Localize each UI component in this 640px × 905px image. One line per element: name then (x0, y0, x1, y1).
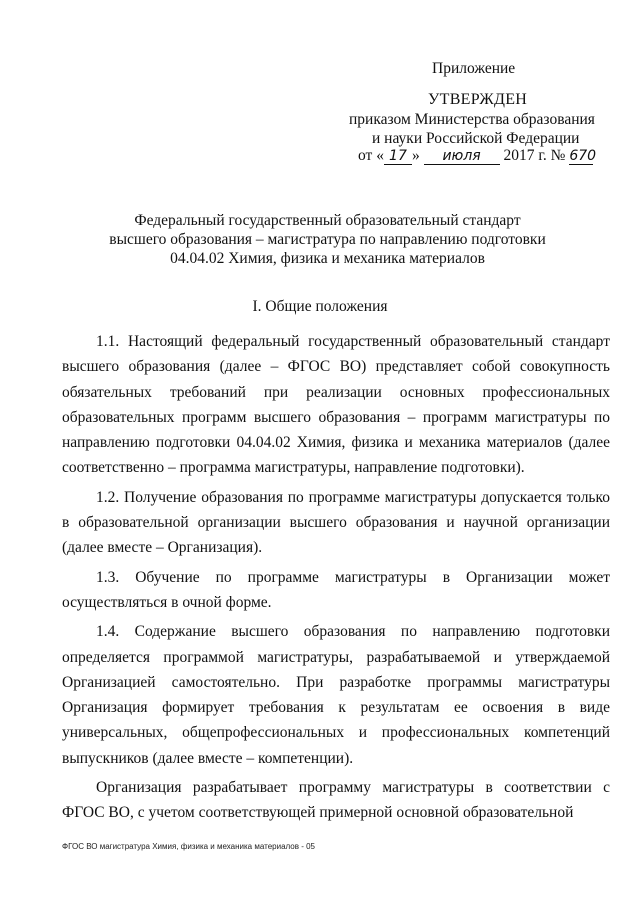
date-separator: » (411, 147, 420, 164)
paragraph-1-3: 1.3. Обучение по программе магистратуры в Организации может осуществляться в очной форме. (62, 568, 610, 611)
appendix-label: Приложение (432, 60, 516, 77)
title-line-3: 04.04.02 Химия, физика и механика материалов (170, 250, 485, 267)
date-year: 2017 г. № (503, 147, 566, 164)
page-footer: ФГОС ВО магистратура Химия, физика и механика материалов - 05 (62, 842, 315, 851)
date-prefix: от « (358, 147, 384, 164)
title-line-1: Федеральный государственный образовательный стандарт (134, 212, 521, 229)
paragraph-1-1: 1.1. Настоящий федеральный государственный образовательный стандарт высшего образования (далее – ФГОС ВО) представляет собой совокупность обязательных требований при реализации основных профессиональных образовательных программ высшего образования – программ магистратуры по направлению подготовки 04.04.02 Химия, физика и механика материалов (далее соответственно – программа магистратуры, направление подготовки). (62, 333, 610, 477)
handwritten-day: 17 (384, 148, 412, 165)
paragraph-1-2: 1.2. Получение образования по программе магистратуры допускается только в образовательной организации высшего образования и научной организации (далее вместе – Организация). (62, 488, 610, 557)
order-date-line (358, 147, 597, 165)
order-issuer-line2: и науки Российской Федерации (372, 130, 580, 147)
paragraph-organization: Организация разрабатывает программу магистратуры в соответствии с ФГОС ВО, с учетом соответствующей примерной основной образовательной (62, 779, 610, 822)
paragraph-1-4: 1.4. Содержание высшего образования по направлению подготовки определяется программой магистратуры, разрабатываемой и утверждаемой Организацией самостоятельно. При разработке программы магистратуры Организация формирует требования к результатам ее освоения в виде универсальных, общепрофессиональных и профессиональных компетенций выпускников (далее вместе – компетенции). (62, 623, 610, 767)
handwritten-month: июля (424, 148, 500, 165)
order-issuer-line1: приказом Министерства образования (349, 111, 595, 128)
document-body (62, 329, 610, 830)
document-title (60, 211, 595, 268)
handwritten-order-number: 670 (569, 148, 597, 164)
approved-label: УТВЕРЖДЕН (428, 91, 528, 108)
section-heading: I. Общие положения (252, 298, 388, 315)
title-line-2: высшего образования – магистратура по направлению подготовки (109, 231, 546, 248)
